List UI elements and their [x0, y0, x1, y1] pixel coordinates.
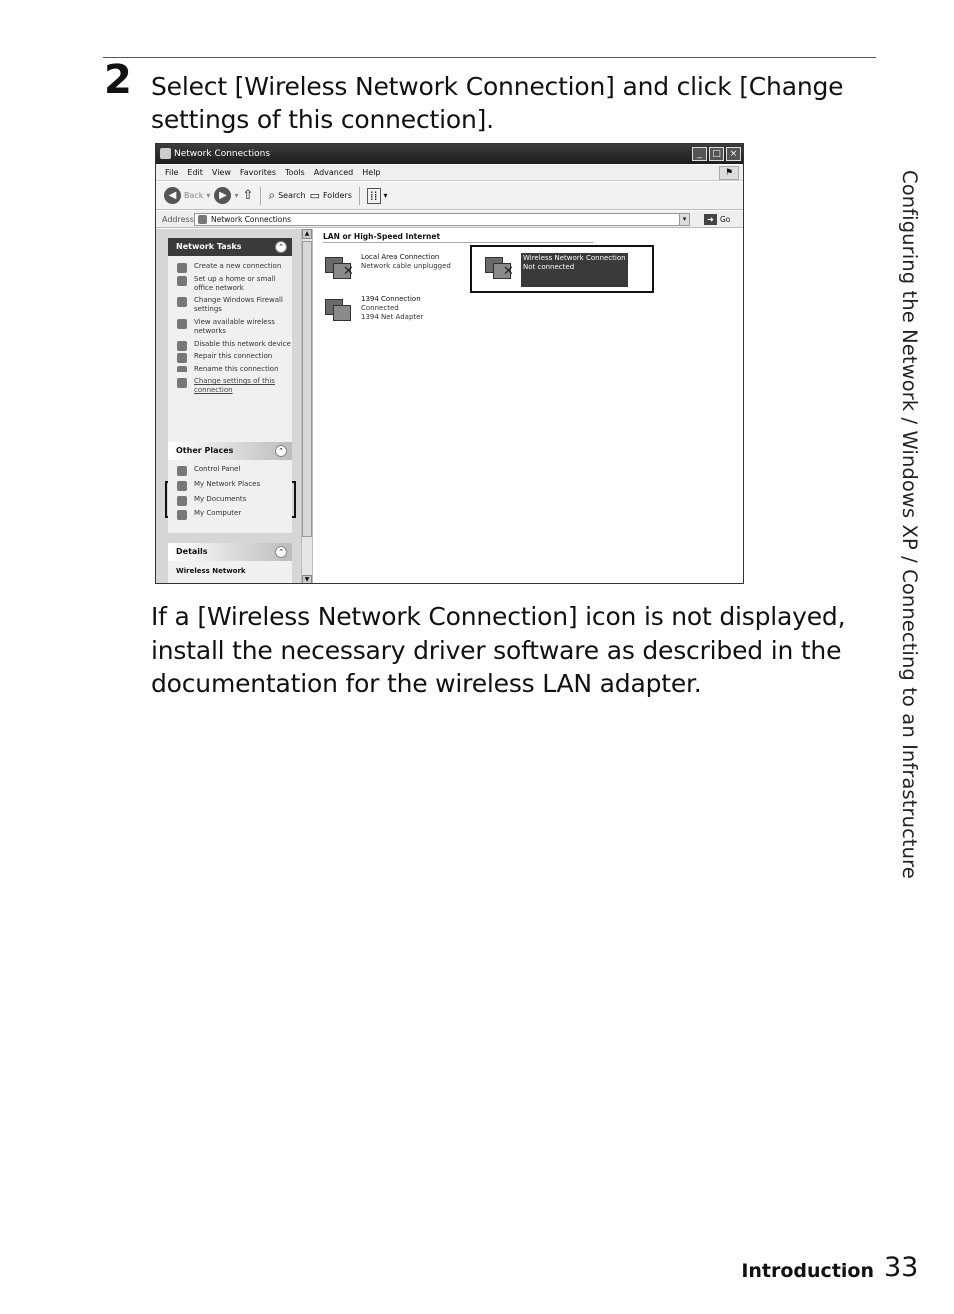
details-item: Wireless Network — [176, 567, 246, 575]
address-dropdown-icon[interactable]: ▾ — [679, 214, 689, 225]
go-arrow-icon: ➜ — [704, 214, 717, 225]
connection-status: Connected — [361, 304, 399, 312]
top-rule — [103, 57, 876, 58]
forward-dropdown-icon: ▾ — [234, 191, 239, 200]
place-label: Control Panel — [194, 465, 241, 473]
task-label: Change Windows Firewall settings — [194, 296, 283, 314]
scroll-down-icon[interactable]: ▼ — [302, 575, 312, 584]
step-number: 2 — [104, 57, 132, 103]
network-connections-screenshot — [155, 143, 744, 584]
computer-icon — [177, 510, 187, 520]
page-number: 33 — [884, 1252, 919, 1283]
go-button[interactable] — [704, 214, 730, 225]
menu-favorites[interactable]: Favorites — [239, 168, 277, 177]
details-panel — [168, 543, 292, 584]
place-my-network-places[interactable] — [168, 480, 292, 489]
scroll-thumb[interactable] — [302, 241, 312, 537]
toolbar-separator — [260, 187, 261, 205]
group-divider — [323, 242, 593, 243]
network-connections-icon — [160, 148, 171, 159]
menu-help[interactable]: Help — [362, 168, 381, 177]
place-label: My Computer — [194, 509, 242, 518]
window-titlebar — [156, 144, 743, 164]
back-dropdown-icon: ▾ — [206, 191, 211, 200]
task-label: Rename this connection — [194, 365, 279, 373]
footer-section-label: Introduction — [741, 1260, 874, 1282]
folders-icon: ▭ — [309, 189, 320, 202]
views-icon: ⁞⁞ — [367, 188, 381, 204]
menu-view[interactable]: View — [211, 168, 231, 177]
task-label: Repair this connection — [194, 352, 273, 361]
connection-1394[interactable] — [323, 295, 423, 329]
close-button[interactable]: × — [726, 147, 741, 161]
go-label: Go — [720, 215, 731, 224]
connection-name: Local Area Connection — [361, 253, 440, 261]
search-button[interactable] — [268, 188, 305, 203]
network-connections-icon — [198, 215, 207, 224]
scroll-up-icon[interactable]: ▲ — [302, 229, 312, 239]
details-title: Details — [176, 547, 208, 556]
wireless-connection-icon: ✕ — [483, 253, 517, 287]
task-label: Change settings of this connection — [194, 377, 275, 394]
menu-edit[interactable]: Edit — [187, 168, 203, 177]
side-section-title: Configuring the Network / Windows XP / Connecting to an Infrastructure — [898, 170, 921, 879]
maximize-button[interactable]: □ — [709, 147, 724, 161]
search-icon: ⌕ — [268, 188, 276, 202]
network-places-icon — [177, 481, 187, 491]
place-label: My Documents — [194, 494, 247, 503]
task-pane-lower — [156, 229, 301, 584]
back-button[interactable] — [164, 187, 210, 204]
window-title: Network Connections — [174, 149, 271, 159]
windows-flag-icon: ⚑ — [719, 166, 739, 180]
connection-name: 1394 Connection — [361, 295, 421, 303]
place-my-documents[interactable] — [168, 495, 292, 504]
address-bar — [156, 211, 743, 228]
menu-tools[interactable]: Tools — [285, 168, 305, 177]
other-places-box — [168, 442, 292, 533]
body-paragraph: If a [Wireless Network Connection] icon is not displayed, install the necessary driver software as described in the documentation for the wireless LAN adapter. — [151, 602, 846, 698]
toolbar-separator — [359, 187, 360, 205]
task-label: Disable this network device — [194, 339, 291, 348]
address-field[interactable] — [194, 213, 690, 226]
network-tasks-title: Network Tasks — [176, 242, 242, 251]
task-label: Set up a home or small office network — [194, 274, 276, 292]
connection-status: Not connected — [523, 263, 575, 271]
menu-file[interactable]: File — [165, 168, 179, 177]
details-header[interactable] — [168, 543, 292, 561]
menu-bar — [156, 165, 743, 181]
back-arrow-icon: ◀ — [164, 187, 181, 204]
connection-device: 1394 Net Adapter — [361, 313, 424, 321]
menu-advanced[interactable]: Advanced — [313, 168, 354, 177]
other-places-header[interactable] — [168, 442, 292, 460]
place-my-computer[interactable] — [168, 509, 292, 518]
place-control-panel[interactable] — [168, 465, 292, 474]
back-label: Back — [184, 191, 204, 200]
search-label: Search — [278, 191, 306, 200]
1394-connection-icon — [323, 295, 357, 329]
documents-icon — [177, 496, 187, 506]
control-panel-icon — [177, 466, 187, 476]
task-label: View available wireless networks — [194, 317, 275, 335]
minimize-button[interactable]: _ — [692, 147, 707, 161]
collapse-chevron-icon[interactable]: ⌃ — [275, 445, 287, 457]
views-dropdown-icon: ▾ — [383, 191, 388, 200]
collapse-chevron-icon[interactable]: ⌃ — [275, 241, 287, 253]
group-title: LAN or High-Speed Internet — [323, 232, 441, 241]
forward-button[interactable] — [214, 187, 238, 204]
wireless-connection-highlight — [470, 245, 654, 293]
step-instruction: Select [Wireless Network Connection] and click [Change settings of this connection]. — [151, 72, 844, 134]
other-places-title: Other Places — [176, 446, 234, 455]
place-label: My Network Places — [194, 479, 261, 488]
folders-button[interactable] — [310, 189, 352, 202]
up-folder-icon[interactable]: ⇧ — [242, 188, 254, 203]
collapse-chevron-icon[interactable]: ⌃ — [275, 546, 287, 558]
task-label: Create a new connection — [194, 262, 282, 270]
connection-local-area[interactable] — [323, 253, 451, 287]
address-label: Address — [162, 215, 194, 224]
forward-arrow-icon: ▶ — [214, 187, 231, 204]
connection-status: Network cable unplugged — [361, 262, 451, 270]
views-button[interactable] — [367, 188, 388, 204]
folders-label: Folders — [322, 191, 352, 200]
connection-name: Wireless Network Connection — [523, 254, 626, 262]
network-connection-icon: ✕ — [323, 253, 357, 287]
toolbar — [156, 182, 743, 210]
task-pane-scrollbar[interactable] — [301, 229, 313, 584]
address-value: Network Connections — [211, 215, 292, 224]
